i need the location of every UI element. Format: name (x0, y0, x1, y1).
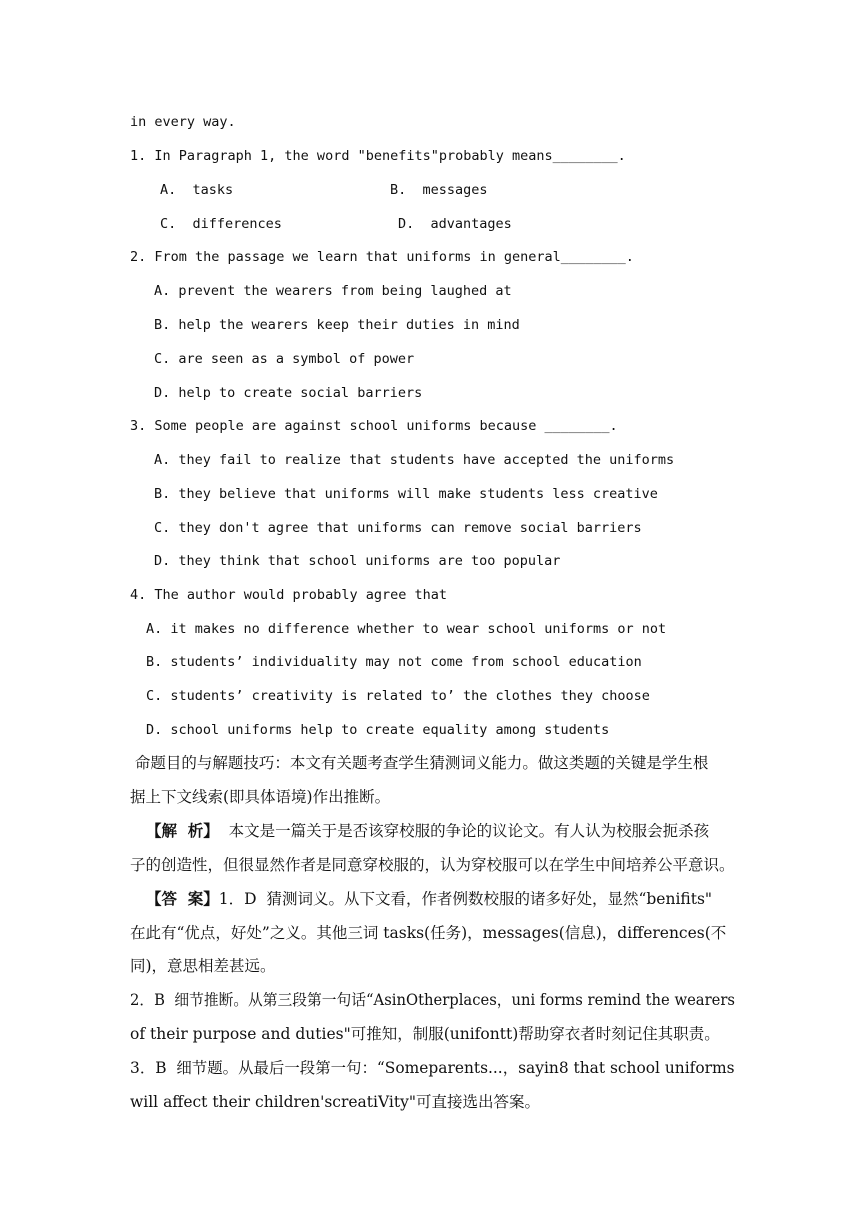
question-1-option-c: C. differences (160, 216, 282, 232)
question-2-stem: 2. From the passage we learn that uniforms in general________. (130, 249, 634, 265)
answer-1-line-1: 1．D 猜测词义。从下文看，作者例数校服的诸多好处，显然“benifits" (218, 890, 713, 908)
question-3-option-c: C. they don't agree that uniforms can remove social barriers (154, 520, 642, 536)
question-3-stem: 3. Some people are against school uniforms because ________. (130, 418, 618, 434)
answer-1-block (146, 889, 712, 909)
analysis-block (146, 821, 709, 841)
tips-line-2: 据上下文线索(即具体语境)作出推断。 (130, 788, 391, 806)
analysis-line-1: 本文是一篇关于是否该穿校服的争论的议论文。有人认为校服会扼杀孩 (218, 822, 710, 840)
question-2-option-a: A. prevent the wearers from being laughed at (154, 283, 512, 299)
question-1-option-b: B. messages (390, 182, 488, 198)
answers-label: 【答 案】 (146, 889, 219, 908)
question-4-option-b: B. students’ individuality may not come from school education (146, 654, 642, 670)
question-2-option-b: B. help the wearers keep their duties in mind (154, 317, 520, 333)
answer-3-line-1: 3．B 细节题。从最后一段第一句：“Someparents...，sayin8 that school uniforms (130, 1059, 735, 1077)
answer-2-line-2: of their purpose and duties"可推知，制服(unifontt)帮助穿衣者时刻记住其职责。 (130, 1025, 720, 1043)
question-1-option-d: D. advantages (398, 216, 512, 232)
answer-2-line-1: 2．B 细节推断。从第三段第一句话“AsinOtherplaces，uni forms remind the wearers (130, 991, 735, 1009)
question-1-option-a: A. tasks (160, 182, 234, 198)
question-4-option-c: C. students’ creativity is related to’ the clothes they choose (146, 688, 650, 704)
question-3-option-d: D. they think that school uniforms are too popular (154, 553, 561, 569)
question-4-option-a: A. it makes no difference whether to wear school uniforms or not (146, 621, 667, 637)
analysis-label: 【解 析】 (146, 821, 219, 840)
question-4-stem: 4. The author would probably agree that (130, 587, 447, 603)
answer-1-line-2: 在此有“优点，好处”之义。其他三词 tasks(任务)，messages(信息)，differences(不 (130, 924, 727, 942)
question-3-option-a: A. they fail to realize that students have accepted the uniforms (154, 452, 675, 468)
question-2-option-d: D. help to create social barriers (154, 385, 423, 401)
analysis-line-2: 子的创造性，但很显然作者是同意穿校服的，认为穿校服可以在学生中间培养公平意识。 (130, 856, 735, 874)
answer-1-line-3: 同)，意思相差甚远。 (130, 957, 276, 975)
question-1-stem: 1. In Paragraph 1, the word "benefits"probably means________. (130, 148, 626, 164)
question-2-option-c: C. are seen as a symbol of power (154, 351, 415, 367)
question-3-option-b: B. they believe that uniforms will make students less creative (154, 486, 658, 502)
tips-line-1: 命题目的与解题技巧：本文有关题考查学生猜测词义能力。做这类题的关键是学生根 (130, 754, 709, 772)
answer-3-line-2: will affect their children'screatiVity"可直接选出答案。 (130, 1093, 540, 1111)
question-4-option-d: D. school uniforms help to create equality among students (146, 722, 610, 738)
intro-tail: in every way. (130, 114, 236, 130)
